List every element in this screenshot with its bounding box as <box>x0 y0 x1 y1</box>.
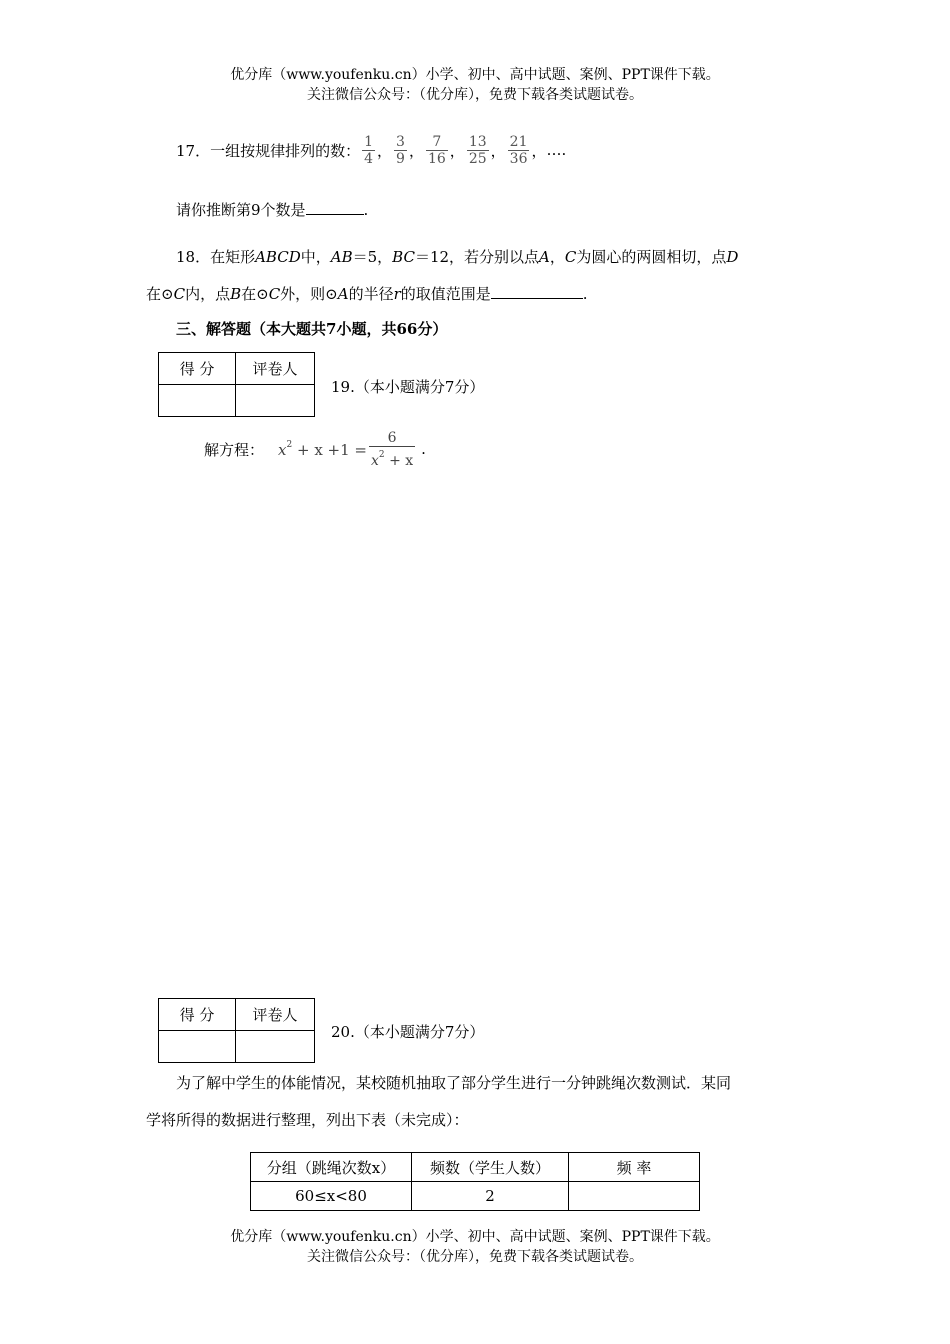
fraction: $\frac{13}{25}$ <box>468 133 487 167</box>
answer-blank[interactable] <box>306 200 364 215</box>
table-cell: 2 <box>412 1182 569 1211</box>
grader-cell[interactable] <box>236 385 315 417</box>
q20-line-2: 学将所得的数据进行整理，列出下表（未完成）： <box>146 1111 469 1129</box>
q17-prompt: 请你推断第9个数是 . <box>176 201 369 219</box>
q19-equation: 解方程： $x^2 + x +1$ = $\frac{6}{x^2 + x}$ . <box>204 429 426 469</box>
q20-title: 20.（本小题满分7分） <box>331 1023 485 1041</box>
header-line-1: 优分库（www.youfenku.cn）小学、初中、高中试题、案例、PPT课件下载。 <box>230 67 720 83</box>
score-label: 得 分 <box>159 999 236 1031</box>
footer-line-1: 优分库（www.youfenku.cn）小学、初中、高中试题、案例、PPT课件下载。 <box>230 1229 720 1245</box>
header-group: 分组（跳绳次数x） <box>251 1153 412 1182</box>
answer-blank[interactable] <box>491 284 583 299</box>
score-cell[interactable] <box>159 1031 236 1063</box>
grader-label: 评卷人 <box>236 999 315 1031</box>
table-row <box>251 1182 700 1211</box>
q19-prompt: 解方程： <box>204 440 265 459</box>
fraction: $\frac{21}{36}$ <box>509 133 528 167</box>
ellipsis: …. <box>546 141 567 159</box>
header-line-2: 关注微信公众号：（优分库），免费下载各类试题试卷。 <box>307 87 643 103</box>
score-cell[interactable] <box>159 385 236 417</box>
equation-rhs-fraction: $\frac{6}{x^2 + x}$ <box>371 429 414 469</box>
question-17: 17．一组按规律排列的数： $\frac{1}{4}$ ， $\frac{3}{9}$ ， $\frac{7}{16}$ ， $\frac{13}{25}$ ， $\frac{21}{36}$ ， …. <box>176 133 567 167</box>
q17-prefix: 17．一组按规律排列的数： <box>176 141 361 160</box>
footer-line-2: 关注微信公众号：（优分库），免费下载各类试题试卷。 <box>307 1249 643 1265</box>
score-box <box>158 998 315 1063</box>
score-label: 得 分 <box>159 353 236 385</box>
fraction: $\frac{3}{9}$ <box>396 133 405 167</box>
header-frequency-rate: 频 率 <box>569 1153 700 1182</box>
score-box <box>158 352 315 417</box>
table-header-row <box>251 1153 700 1182</box>
q18-line-1: 18．在矩形ABCD中，AB＝5，BC＝12，若分别以点A，C为圆心的两圆相切，点D <box>176 248 739 266</box>
grader-label: 评卷人 <box>236 353 315 385</box>
q19-title: 19.（本小题满分7分） <box>331 378 485 396</box>
q18-line-2: 在⊙C内，点B在⊙C外，则⊙A的半径r的取值范围是 . <box>146 285 588 303</box>
equation-lhs: $x^2 + x +1$ = <box>278 439 367 459</box>
table-cell: 60≤x<80 <box>251 1182 412 1211</box>
grader-cell[interactable] <box>236 1031 315 1063</box>
fraction: $\frac{1}{4}$ <box>364 133 374 167</box>
table-cell[interactable] <box>569 1182 700 1211</box>
q20-line-1: 为了解中学生的体能情况，某校随机抽取了部分学生进行一分钟跳绳次数测试．某同 <box>176 1074 732 1092</box>
fraction: $\frac{7}{16}$ <box>427 133 446 167</box>
section-title: 三、解答题（本大题共7小题，共66分） <box>176 320 448 338</box>
header-frequency-count: 频数（学生人数） <box>412 1153 569 1182</box>
frequency-table <box>250 1152 700 1211</box>
